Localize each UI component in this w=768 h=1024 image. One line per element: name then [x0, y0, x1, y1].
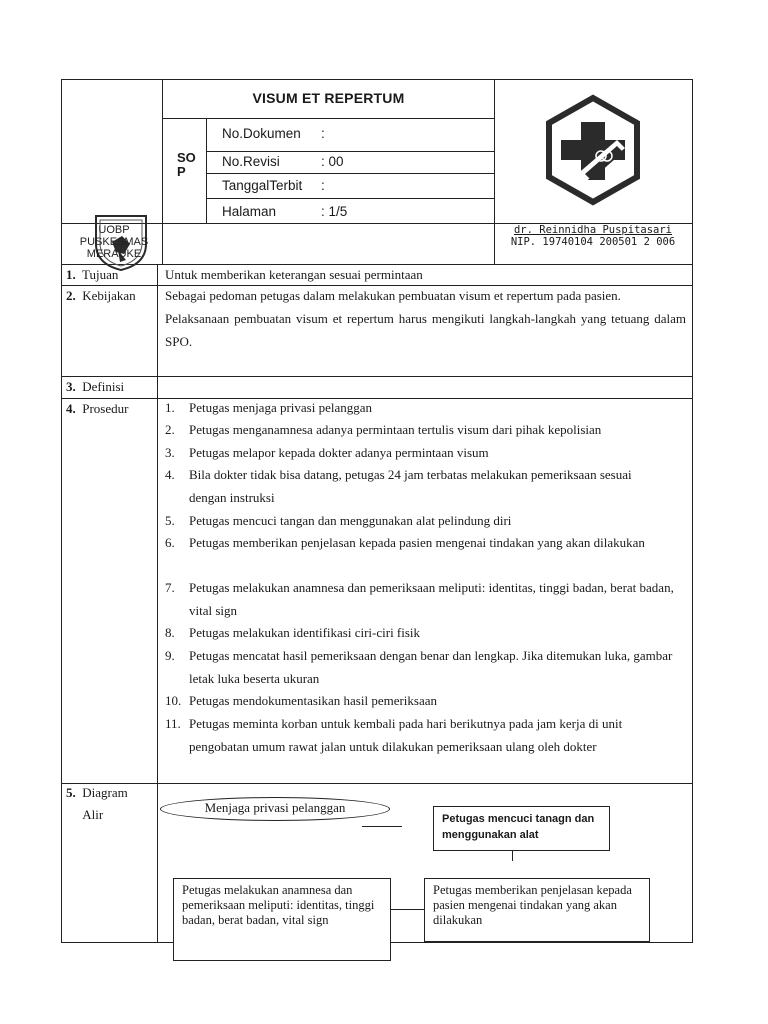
field-no-revisi-value: : 00	[321, 154, 344, 169]
list-item: 10. Petugas mendokumentasikan hasil pemeriksaan	[165, 693, 438, 708]
policy-paragraph-2: Pelaksanaan pembuatan visum et repertum harus mengikuti langkah-langkah yang tetuang dalam SPO.	[165, 311, 686, 349]
policy-paragraph-1: Sebagai pedoman petugas dalam melakukan pembuatan visum et repertum pada pasien.	[165, 288, 621, 303]
section-5-title: Diagram Alir	[82, 785, 128, 822]
list-item: 1. Petugas menjaga privasi pelanggan	[165, 400, 373, 415]
list-item: 4. Bila dokter tidak bisa datang, petugas 24 jam terbatas melakukan pemeriksaan sesuai dengan instruksi	[165, 467, 632, 505]
section-3-num: 3.	[66, 379, 76, 394]
section-2-label	[66, 284, 136, 307]
section-4-label	[66, 397, 128, 420]
list-item: 8. Petugas melakukan identifikasi ciri-ciri fisik	[165, 625, 421, 640]
puskesmas-logo	[543, 94, 643, 206]
section-2-num: 2.	[66, 288, 76, 303]
flow-box-anamnesa: Petugas melakukan anamnesa dan pemeriksaan meliputi: identitas, tinggi badan, berat badan, vital sign	[173, 878, 391, 961]
list-item: 6. Petugas memberikan penjelasan kepada pasien mengenai tindakan yang akan dilakukan	[165, 535, 645, 550]
list-item: 7. Petugas melakukan anamnesa dan pemeriksaan meliputi: identitas, tinggi badan, berat badan, vital sign	[165, 580, 674, 618]
document-title: VISUM ET REPERTUM	[252, 90, 405, 106]
list-item: 2. Petugas menganamnesa adanya permintaan tertulis visum dari pihak kepolisian	[165, 422, 602, 437]
field-no-revisi-label: No.Revisi	[222, 154, 280, 169]
section-3-title: Definisi	[82, 379, 125, 394]
flow-box-wash-hands: Petugas mencuci tanagn dan menggunakan alat	[433, 806, 610, 851]
section-5-num: 5.	[66, 785, 76, 800]
signer-name: dr. Reinnidha Puspitasari	[513, 224, 673, 236]
flow-connector	[362, 826, 402, 827]
field-halaman-label: Halaman	[222, 204, 277, 219]
section-2-text	[165, 284, 686, 353]
section-4-num: 4.	[66, 401, 76, 416]
list-item: 9. Petugas mencatat hasil pemeriksaan dengan benar dan lengkap. Jika ditemukan luka, gambar letak luka beserta ukuran	[165, 648, 673, 686]
flow-connector	[391, 909, 424, 910]
field-no-dokumen-value: :	[321, 126, 325, 141]
signer-nip: NIP. 19740104 200501 2 006	[510, 236, 676, 248]
section-2-title: Kebijakan	[82, 288, 136, 303]
sop-label: SO P	[177, 150, 196, 179]
section-1-label	[66, 263, 118, 286]
section-5-label	[66, 782, 154, 826]
flow-connector	[512, 851, 513, 861]
seal-text: UOBP PUSKESMAS MERAUKE	[79, 224, 149, 260]
section-1-title: Tujuan	[82, 267, 119, 282]
section-1-num: 1.	[66, 267, 76, 282]
section-3-label	[66, 375, 124, 398]
field-tanggal-terbit-value: :	[321, 178, 325, 193]
field-no-dokumen-label: No.Dokumen	[222, 126, 301, 141]
field-tanggal-terbit-label: TanggalTerbit	[222, 178, 303, 193]
list-item: 5. Petugas mencuci tangan dan menggunakan alat pelindung diri	[165, 513, 512, 528]
list-item: 11. Petugas meminta korban untuk kembali pada hari berikutnya pada jam kerja di unit pengobatan umum rawat jalan untuk dilakukan pemeriksaan ulang oleh dokter	[165, 716, 623, 754]
flow-box-penjelasan: Petugas memberikan penjelasan kepada pasien mengenai tindakan yang akan dilakukan	[424, 878, 650, 942]
flow-oval-privacy: Menjaga privasi pelanggan	[160, 797, 390, 821]
field-halaman-value: : 1/5	[321, 204, 348, 219]
section-1-text: Untuk memberikan keterangan sesuai permintaan	[165, 267, 423, 282]
section-4-title: Prosedur	[82, 401, 129, 416]
list-item: 3. Petugas melapor kepada dokter adanya permintaan visum	[165, 445, 489, 460]
